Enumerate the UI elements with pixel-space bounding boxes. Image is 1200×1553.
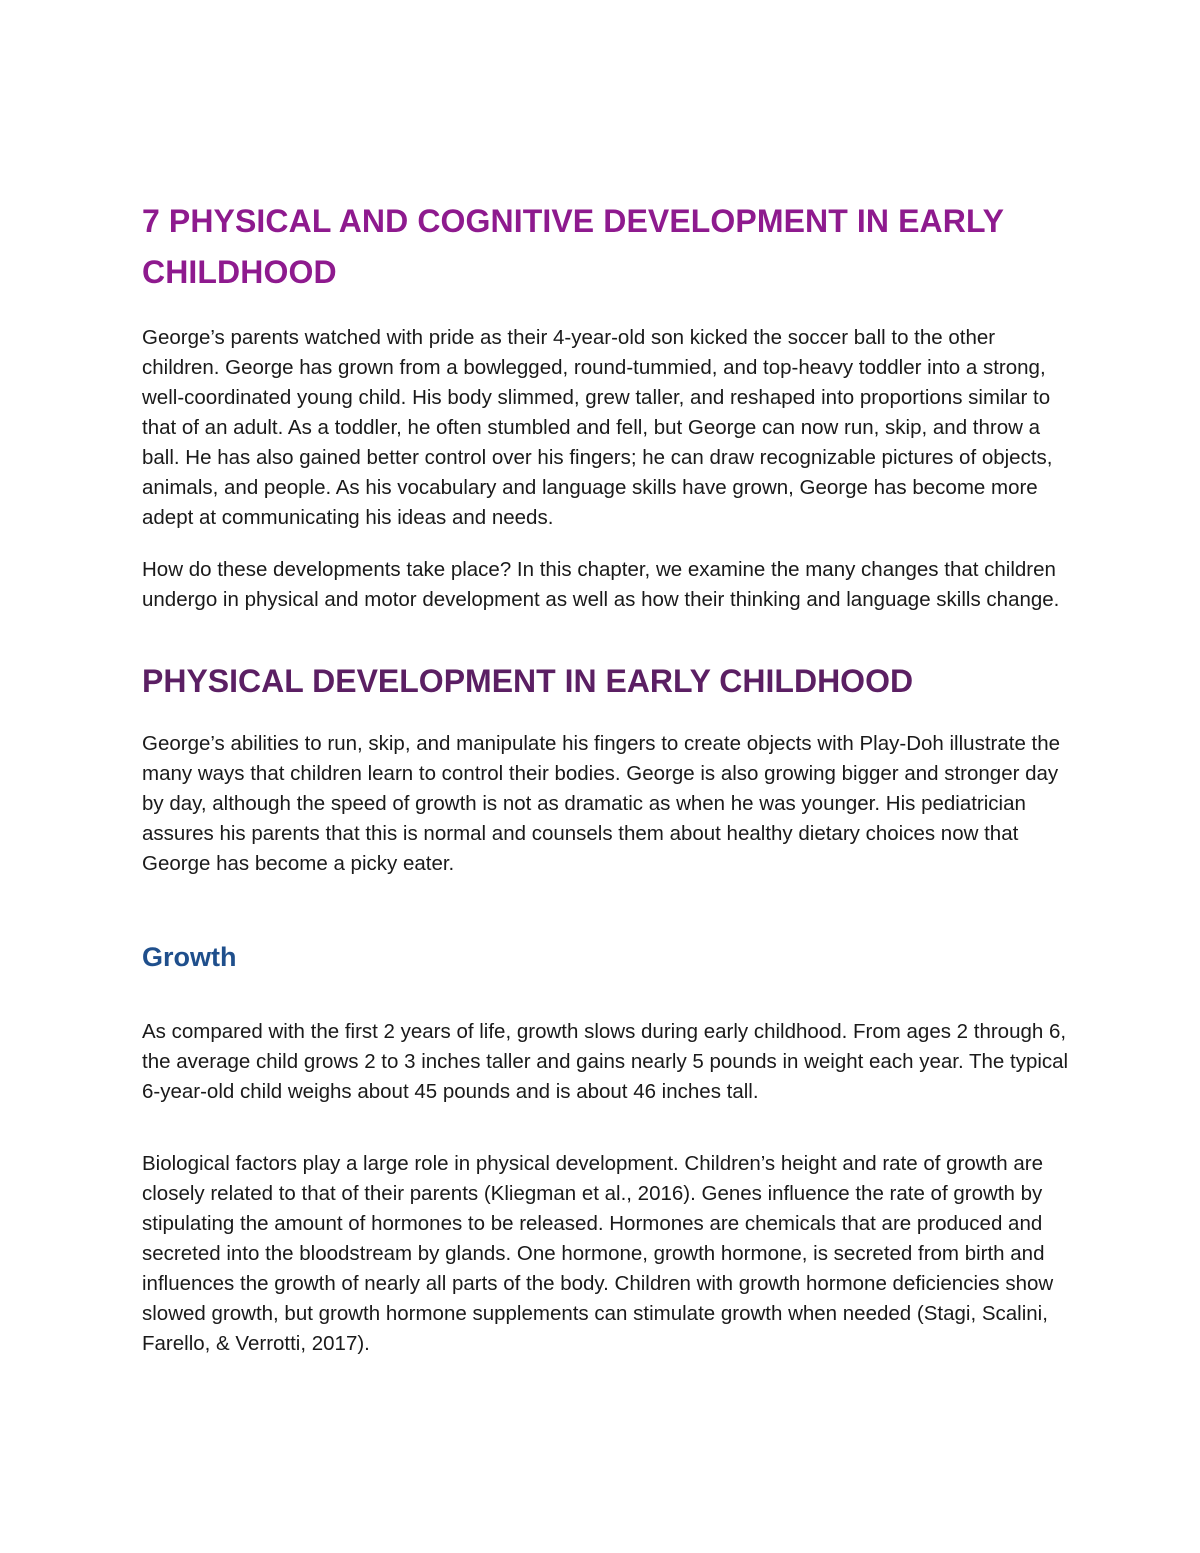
section-paragraph: George’s abilities to run, skip, and manipulate his fingers to create objects with Play-Doh illustrate the many ways that children learn to control their bodies. George is also growing bigger and stronger day by day, although the speed of growth is not as dramatic as when he was younger. His pediatrician assures his parents that this is normal and counsels them about healthy dietary choices now that George has become a picky eater. (142, 732, 1061, 875)
section-title: PHYSICAL DEVELOPMENT IN EARLY CHILDHOOD (142, 663, 914, 699)
intro-paragraph-2: How do these developments take place? In this chapter, we examine the many changes that children undergo in physical and motor development as well as how their thinking and language skills change. (142, 558, 1060, 611)
growth-paragraph-2: Biological factors play a large role in physical development. Children’s height and rate of growth are closely related to that of their parents (Kliegman et al., 2016). Genes influence the rate of growth by stipulating the amount of hormones to be released. Hormones are chemicals that are produced and secreted into the bloodstream by glands. One hormone, growth hormone, is secreted from birth and influences the growth of nearly all parts of the body. Children with growth hormone deficiencies show slowed growth, but growth hormone supplements can stimulate growth when needed (Stagi, Scalini, Farello, & Verrotti, 2017). (142, 1152, 1054, 1355)
subsection-title: Growth (142, 942, 237, 972)
intro-paragraph-1: George’s parents watched with pride as their 4-year-old son kicked the soccer ball to the other children. George has grown from a bowlegged, round-tummied, and top-heavy toddler into a strong, well-coordinated young child. His body slimmed, grew taller, and reshaped into proportions similar to that of an adult. As a toddler, he often stumbled and fell, but George can now run, skip, and throw a ball. He has also gained better control over his fingers; he can draw recognizable pictures of objects, animals, and people. As his vocabulary and language skills have grown, George has become more adept at communicating his ideas and needs. (142, 326, 1053, 529)
growth-paragraph-1: As compared with the first 2 years of life, growth slows during early childhood. From ages 2 through 6, the average child grows 2 to 3 inches taller and gains nearly 5 pounds in weight each year. The typical 6-year-old child weighs about 45 pounds and is about 46 inches tall. (142, 1020, 1069, 1103)
chapter-title: 7 PHYSICAL AND COGNITIVE DEVELOPMENT IN EARLY CHILDHOOD (142, 203, 1004, 290)
document-content (142, 196, 1072, 1359)
